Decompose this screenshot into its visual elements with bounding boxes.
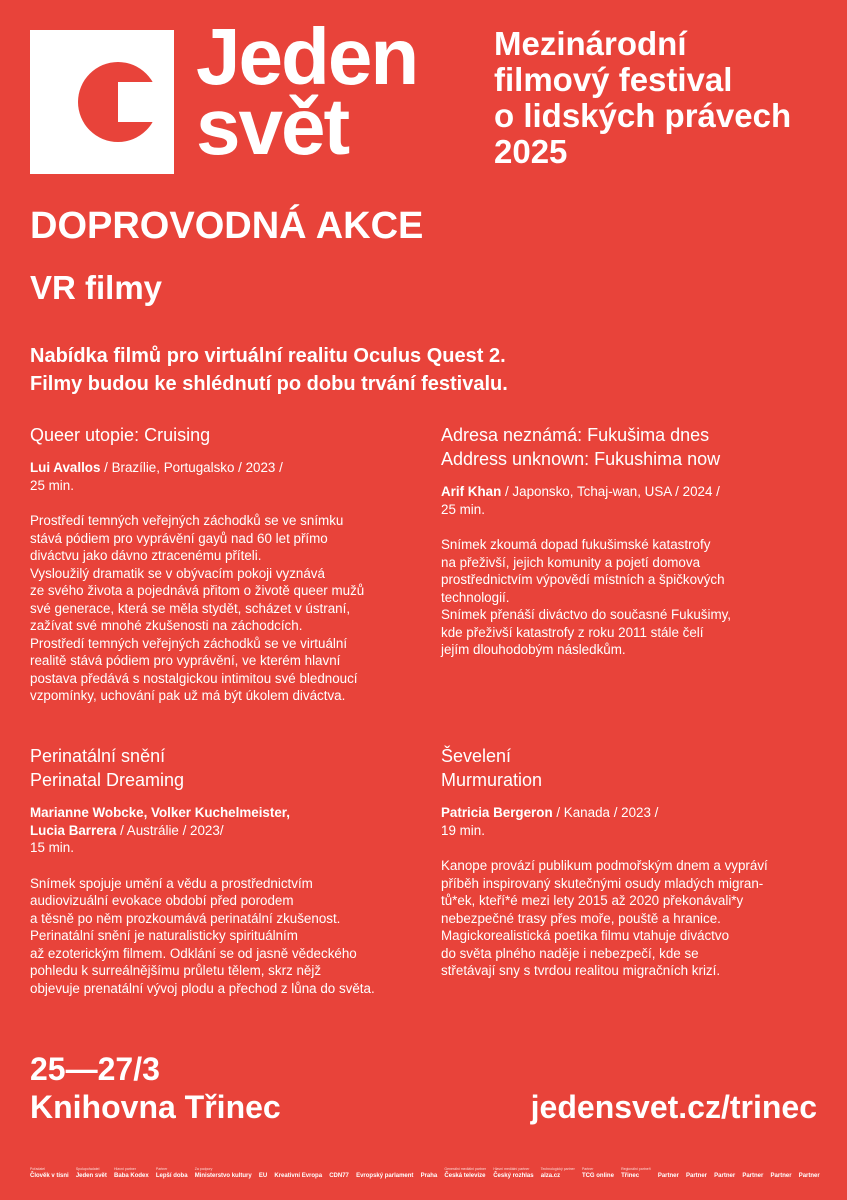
film-info: / Japonsko, Tchaj-wan, USA / 2024 / <box>501 484 720 499</box>
film-title: Ševelení <box>441 746 512 766</box>
desc-line: Prostředí temných veřejných záchodků se ve virtuální <box>30 635 348 651</box>
desc-line: a těsně po něm prozkoumává perinatální zkušenost. <box>30 910 341 926</box>
partner-name: Baba Kodex <box>114 1173 149 1179</box>
festival-url-link[interactable]: jedensvet.cz/trinec <box>530 1089 817 1125</box>
festival-year: 2025 <box>494 133 568 170</box>
desc-line: audiovizuální evokace období před porodem <box>30 893 294 908</box>
partner-name: Jeden svět <box>75 1173 107 1179</box>
partner-logo <box>799 1171 820 1180</box>
partner-logos-strip <box>30 1150 820 1180</box>
event-date-place <box>30 1050 281 1126</box>
partner-name: alza.cz <box>540 1173 561 1179</box>
desc-line: Snímek přenáší diváctvo do současné Fukušimy, <box>441 607 732 622</box>
partner-name: Ministerstvo kultury <box>194 1173 252 1179</box>
desc-line: Prostředí temných veřejných záchodků se ve snímku <box>30 513 344 528</box>
film-title: Queer utopie: Cruising <box>30 425 211 445</box>
desc-line: Vysloužilý dramatik se v obývacím pokoji vyznává <box>30 565 325 581</box>
partner-logo <box>259 1171 267 1180</box>
partner-caption: Generální mediální partner <box>444 1167 487 1171</box>
partner-logo <box>156 1167 188 1180</box>
partner-name: Lepší doba <box>155 1173 188 1179</box>
partner-name: Partner <box>714 1173 736 1179</box>
film-duration: 19 min. <box>441 822 485 838</box>
film-authors: Marianne Wobcke, Volker Kuchelmeister, <box>30 805 290 820</box>
film-info: / Austrálie / 2023/ <box>116 822 224 838</box>
partner-name: Třinec <box>621 1173 640 1179</box>
desc-line: Magickorealistická poetika filmu vtahuje diváctvo <box>441 928 730 943</box>
film-block <box>30 423 415 705</box>
partner-logo <box>274 1171 322 1180</box>
partner-name: Praha <box>420 1173 438 1179</box>
event-type-heading: DOPROVODNÁ AKCE <box>30 205 424 247</box>
partner-name: EU <box>258 1173 268 1179</box>
film-title: Perinatální snění <box>30 746 166 766</box>
partner-name: Člověk v tísni <box>30 1173 69 1179</box>
partner-logo <box>493 1167 533 1180</box>
film-title-english: Murmuration <box>441 770 543 790</box>
desc-line: příběh inspirovaný skutečnými osudy mladých migran- <box>441 875 764 891</box>
partner-name: Kreativní Evropa <box>274 1173 323 1179</box>
partner-logo <box>195 1167 252 1180</box>
intro-text <box>30 342 508 398</box>
desc-line: postava předává s nostalgickou intimitou své blednoucí <box>30 670 358 686</box>
desc-line: střetávají sny s tvrdou realitou migračních krizí. <box>441 963 721 978</box>
partner-logo <box>444 1167 486 1180</box>
film-description <box>30 875 415 998</box>
partner-name: Partner <box>657 1173 679 1179</box>
partner-logo <box>582 1167 614 1180</box>
film-info: / Kanada / 2023 / <box>552 805 659 820</box>
partner-name: Partner <box>686 1173 708 1179</box>
partner-logo <box>114 1167 149 1180</box>
desc-line: jejím dlouhodobým následkům. <box>441 642 626 657</box>
partner-caption: Regionální partneři <box>621 1167 651 1171</box>
partner-name: Český rozhlas <box>493 1173 534 1179</box>
desc-line: Perinatální snění je naturalisticky spirituálním <box>30 928 298 943</box>
partner-caption: Spolupořadatel <box>75 1167 100 1171</box>
partner-logo <box>658 1171 679 1180</box>
desc-line: stává pódiem pro vyprávění gayů nad 60 let přímo <box>30 530 328 546</box>
partner-caption: Pořadatel <box>30 1167 45 1171</box>
partner-logo <box>686 1171 707 1180</box>
film-meta <box>441 483 826 518</box>
film-duration: 25 min. <box>441 501 485 517</box>
intro-line2: Filmy budou ke shlédnutí po dobu trvání festivalu. <box>30 373 508 395</box>
partner-logo <box>771 1171 792 1180</box>
festival-title <box>494 26 791 170</box>
partner-caption: Hlavní partner <box>114 1167 137 1171</box>
film-duration: 15 min. <box>30 840 74 855</box>
festival-line3: o lidských právech <box>494 97 792 134</box>
film-duration: 25 min. <box>30 477 74 493</box>
partner-name: Partner <box>798 1173 820 1179</box>
partner-name: Partner <box>770 1173 792 1179</box>
partner-logo <box>621 1167 651 1180</box>
film-title-english: Perinatal Dreaming <box>30 770 185 790</box>
partner-logo <box>421 1171 438 1180</box>
partner-name: Partner <box>742 1173 764 1179</box>
intro-line1: Nabídka filmů pro virtuální realitu Oculus Quest 2. <box>30 345 506 367</box>
event-title: VR filmy <box>30 269 163 306</box>
logo-word-line1: Jeden <box>196 12 418 101</box>
partner-logo <box>541 1167 575 1180</box>
film-block <box>441 423 826 659</box>
partner-logo <box>356 1171 413 1180</box>
film-block <box>30 744 415 997</box>
film-authors-2: Lucia Barrera <box>30 822 117 838</box>
desc-line: kde přeživší katastrofy z roku 2011 stále čelí <box>441 624 704 640</box>
logo-wordmark <box>196 12 418 171</box>
desc-line: nebezpečné trasy přes moře, pouště a hranice. <box>441 910 721 926</box>
partner-name: Česká televize <box>444 1173 486 1179</box>
desc-line: až ezoterickým filmem. Odklání se od jasně vědeckého <box>30 945 357 961</box>
partner-logo <box>742 1171 763 1180</box>
desc-line: Snímek spojuje umění a vědu a prostřednictvím <box>30 875 313 891</box>
desc-line: ze svého života a pojednává přitom o životě queer mužů <box>30 583 365 598</box>
desc-line: tů*ek, kteří*é mezi lety 2015 až 2020 překonávali*y <box>441 893 744 908</box>
film-description <box>441 857 826 980</box>
desc-line: technologií. <box>441 589 510 605</box>
desc-line: prostřednictvím výpovědí místních a špičkových <box>441 572 725 587</box>
partner-caption: Za podpory <box>194 1167 213 1171</box>
film-authors: Arif Khan <box>441 484 502 499</box>
festival-line1: Mezinárodní <box>494 25 687 62</box>
desc-line: zažívat své mnohé zkušenosti na záchodcích. <box>30 618 303 633</box>
partner-logo <box>714 1171 735 1180</box>
film-block <box>441 744 826 980</box>
film-title: Adresa neznámá: Fukušima dnes <box>441 425 710 445</box>
film-title-english: Address unknown: Fukushima now <box>441 449 721 469</box>
film-meta <box>30 804 415 857</box>
desc-line: Snímek zkoumá dopad fukušimské katastrofy <box>441 537 711 552</box>
partner-caption: Hlavní mediální partner <box>493 1167 530 1171</box>
film-meta <box>30 459 415 494</box>
desc-line: své generace, která se měla stydět, scházet v ústraní, <box>30 600 351 616</box>
partner-logo <box>30 1167 69 1180</box>
desc-line: vzpomínky, uchování pak už má být úkolem diváctva. <box>30 688 346 703</box>
partner-logo <box>76 1167 107 1180</box>
film-description <box>30 512 415 705</box>
film-description <box>441 536 826 659</box>
event-venue: Knihovna Třinec <box>30 1089 281 1125</box>
partner-name: CDN77 <box>329 1173 349 1179</box>
desc-line: do světa plného naděje i nebezpečí, kde se <box>441 945 699 961</box>
partner-logo <box>329 1171 349 1180</box>
partner-caption: Partner <box>155 1167 168 1171</box>
partner-caption: Partner <box>581 1167 594 1171</box>
film-authors: Lui Avallos <box>30 460 101 475</box>
desc-line: pohledu k surreálnějšímu průletu tělem, skrz nějž <box>30 963 322 978</box>
partner-name: TCG online <box>581 1173 614 1179</box>
desc-line: na přeživší, jejich komunity a pojetí domova <box>441 554 701 570</box>
partner-caption: Technologický partner <box>540 1167 575 1171</box>
film-meta <box>441 804 826 839</box>
film-info: / Brazílie, Portugalsko / 2023 / <box>100 460 283 475</box>
partner-name: Evropský parlament <box>356 1173 414 1179</box>
desc-line: objevuje prenatální vývoj plodu a přechod z lůna do světa. <box>30 980 375 996</box>
event-dates: 25—27/3 <box>30 1051 160 1087</box>
logo-word-line2: svět <box>196 82 349 171</box>
festival-line2: filmový festival <box>494 61 733 98</box>
jeden-svet-logo-mark-icon <box>30 30 174 174</box>
desc-line: diváctvu jako dávno ztracenému příteli. <box>30 548 262 563</box>
desc-line: realitě stává pódiem pro vyprávění, ve kterém hlavní <box>30 653 341 668</box>
film-authors: Patricia Bergeron <box>441 805 553 820</box>
desc-line: Kanope provází publikum podmořským dnem a vypráví <box>441 858 768 873</box>
